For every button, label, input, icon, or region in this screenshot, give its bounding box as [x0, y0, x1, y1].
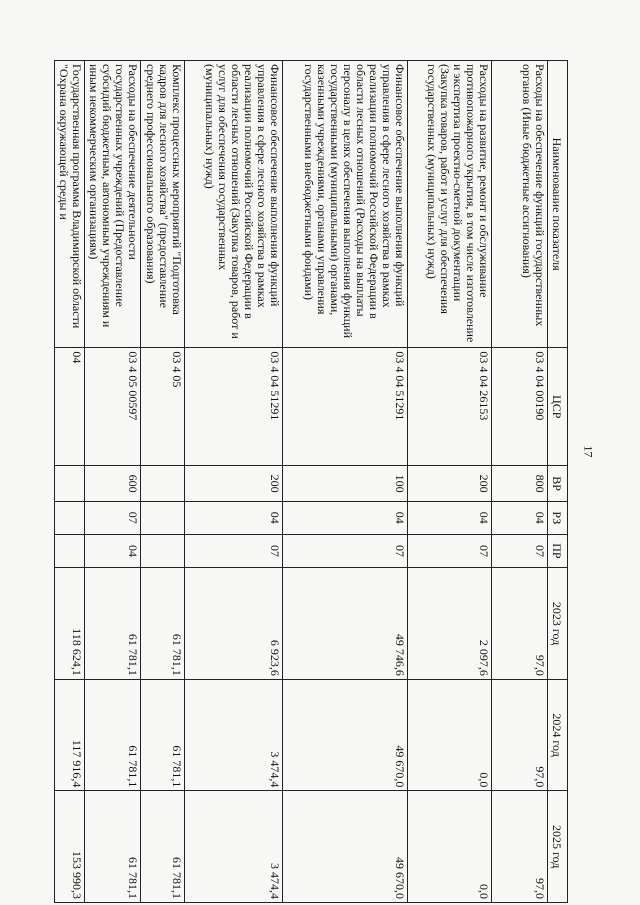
cell-pr: 07	[492, 534, 548, 568]
cell-name: Расходы на обеспечение деятельности государственных учреждений (Предоставление субсидий бюджетным, автономным учреждениям и иным некоммерческим организациям)	[85, 61, 141, 348]
cell-2025: 3 474,4	[185, 791, 283, 903]
header-csr: ЦСР	[548, 348, 568, 466]
header-2025: 2025 год	[548, 791, 568, 903]
cell-vr	[55, 466, 85, 502]
cell-rz: 04	[408, 501, 492, 534]
cell-rz: 07	[85, 501, 141, 534]
cell-csr: 04	[55, 348, 85, 466]
table-row	[55, 61, 85, 903]
cell-name: Расходы на развитие, ремонт и обслуживание противопожарного укрытия, в том числе изготовление и экспертиза проектно-сметной документации (Закупка товаров, работ и услуг для обеспечения государственных (муниципальных) нужд)	[408, 61, 492, 348]
cell-csr: 03 4 04 51291	[283, 348, 408, 466]
table-row	[492, 61, 548, 903]
cell-2025: 49 670,0	[283, 791, 408, 903]
cell-vr: 100	[283, 466, 408, 502]
cell-name: Государственная программа Владимирской области "Охрана окружающей среды и	[55, 61, 85, 348]
cell-vr: 200	[408, 466, 492, 502]
cell-2024: 97,0	[492, 679, 548, 791]
cell-name: Комплекс процессных мероприятий "Подготовка кадров для лесного хозяйства" (предоставление среднего профессионального образования)	[141, 61, 185, 348]
table-row	[141, 61, 185, 903]
cell-vr: 200	[185, 466, 283, 502]
cell-pr: 04	[85, 534, 141, 568]
cell-2023: 97,0	[492, 568, 548, 680]
cell-2025: 97,0	[492, 791, 548, 903]
cell-2023: 2 097,6	[408, 568, 492, 680]
cell-name: Финансовое обеспечение выполнения функций управления в сфере лесного хозяйства в рамках реализации полномочий Российской Федерации в области лесных отношений (Расходы на выплаты персоналу в целях обеспечения выполнения функций государственными (муниципальными) органами, казенными учреждениями, органами управления государственными внебюджетными фондами)	[283, 61, 408, 348]
table-row	[283, 61, 408, 903]
cell-2023: 61 781,1	[85, 568, 141, 680]
table-header-row	[548, 61, 568, 903]
cell-2024: 3 474,4	[185, 679, 283, 791]
cell-2025: 61 781,1	[141, 791, 185, 903]
table-row	[408, 61, 492, 903]
header-vr: ВР	[548, 466, 568, 502]
cell-2023: 118 624,1	[55, 568, 85, 680]
cell-csr: 03 4 04 26153	[408, 348, 492, 466]
cell-csr: 03 4 05	[141, 348, 185, 466]
cell-2024: 61 781,1	[85, 679, 141, 791]
cell-2025: 153 990,3	[55, 791, 85, 903]
cell-pr	[141, 534, 185, 568]
cell-vr	[141, 466, 185, 502]
cell-2025: 61 781,1	[85, 791, 141, 903]
cell-2023: 61 781,1	[141, 568, 185, 680]
cell-pr: 07	[283, 534, 408, 568]
cell-pr	[55, 534, 85, 568]
cell-vr: 600	[85, 466, 141, 502]
page-number: 17	[581, 445, 596, 458]
cell-2024: 117 916,4	[55, 679, 85, 791]
rotated-table-wrapper	[49, 60, 568, 903]
cell-name: Финансовое обеспечение выполнения функций управления в сфере лесного хозяйства в рамках реализации полномочий Российской Федерации в области лесных отношений (Закупка товаров, работ и услуг для обеспечения государственных (муниципальных) нужд)	[185, 61, 283, 348]
cell-rz: 04	[492, 501, 548, 534]
cell-csr: 03 4 04 00190	[492, 348, 548, 466]
cell-rz	[55, 501, 85, 534]
cell-rz	[141, 501, 185, 534]
cell-pr: 07	[185, 534, 283, 568]
cell-rz: 04	[283, 501, 408, 534]
cell-2023: 6 923,6	[185, 568, 283, 680]
cell-2024: 61 781,1	[141, 679, 185, 791]
header-2023: 2023 год	[548, 568, 568, 680]
header-2024: 2024 год	[548, 679, 568, 791]
cell-name: Расходы на обеспечение функций государственных органов (Иные бюджетные ассигнования)	[492, 61, 548, 348]
header-name: Наименование показателя	[548, 61, 568, 348]
header-pr: ПР	[548, 534, 568, 568]
cell-2023: 49 746,6	[283, 568, 408, 680]
budget-table	[54, 60, 568, 903]
table-row	[185, 61, 283, 903]
cell-csr: 03 4 05 00597	[85, 348, 141, 466]
cell-2024: 49 670,0	[283, 679, 408, 791]
cell-vr: 800	[492, 466, 548, 502]
cell-2025: 0,0	[408, 791, 492, 903]
cell-pr: 07	[408, 534, 492, 568]
table-row	[85, 61, 141, 903]
cell-rz: 04	[185, 501, 283, 534]
cell-2024: 0,0	[408, 679, 492, 791]
cell-csr: 03 4 04 51291	[185, 348, 283, 466]
header-rz: РЗ	[548, 501, 568, 534]
